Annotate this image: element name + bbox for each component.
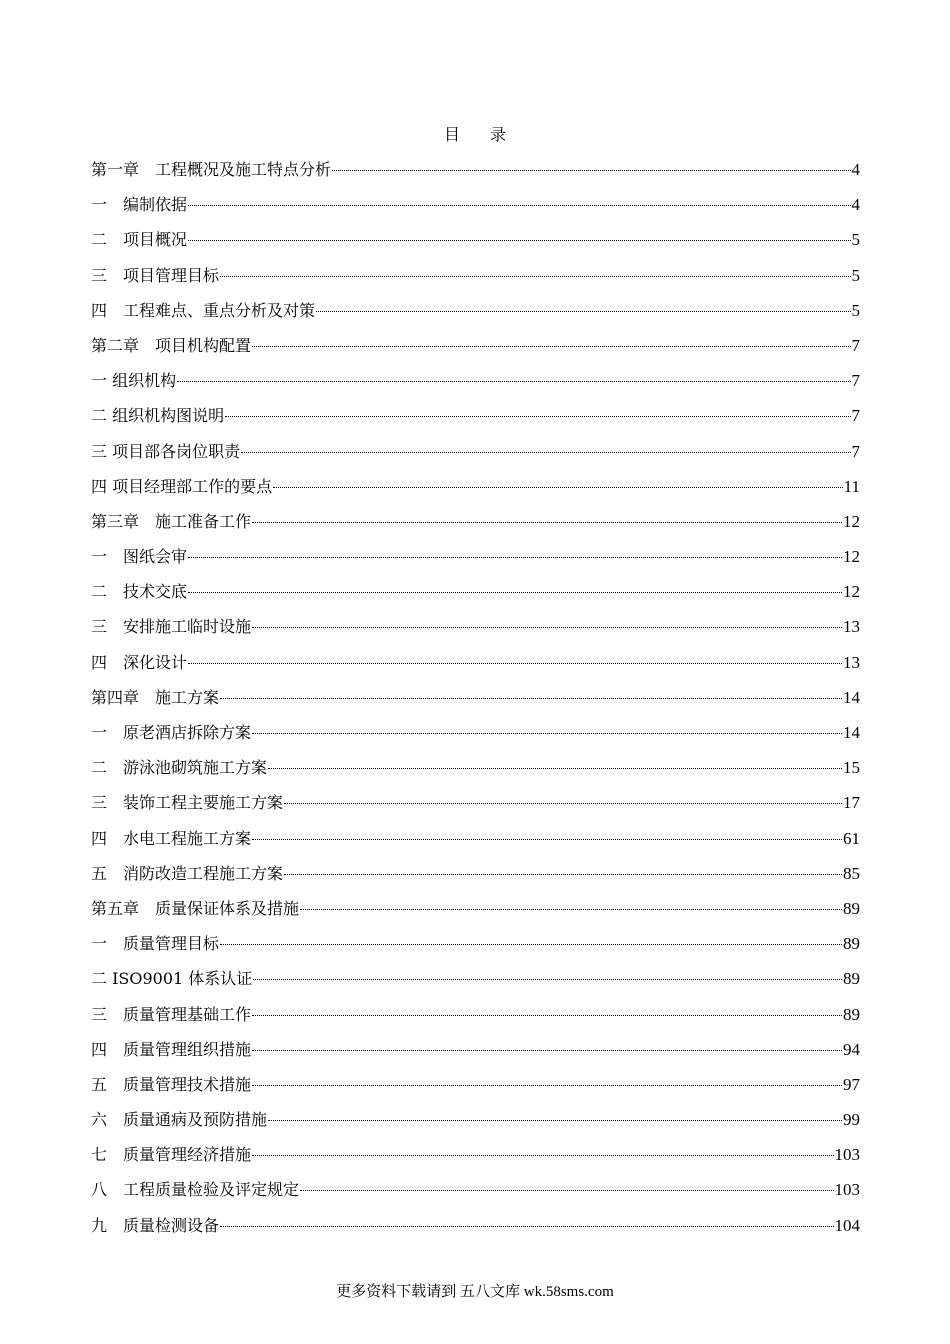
toc-entry[interactable] xyxy=(91,750,860,785)
toc-entry-label: 五 消防改造工程施工方案 xyxy=(91,863,284,883)
toc-entry-page-number: 85 xyxy=(843,863,860,883)
toc-entry-page-number: 61 xyxy=(843,828,860,848)
toc-entry-label: 二 技术交底 xyxy=(91,582,188,602)
toc-dot-leader xyxy=(225,416,850,417)
toc-entry-label: 三 安排施工临时设施 xyxy=(91,617,252,637)
toc-entry-label: 一 图纸会审 xyxy=(91,547,188,567)
toc-dot-leader xyxy=(252,1155,833,1156)
toc-dot-leader xyxy=(253,979,842,980)
toc-entry-page-number: 12 xyxy=(843,511,860,531)
toc-entry-page-number: 94 xyxy=(843,1039,860,1059)
toc-entry-page-number: 4 xyxy=(851,195,860,215)
toc-entry[interactable] xyxy=(91,434,860,469)
toc-dot-leader xyxy=(188,557,842,558)
toc-entry[interactable] xyxy=(91,926,860,961)
toc-entry-label: 七 质量管理经济措施 xyxy=(91,1145,252,1165)
toc-dot-leader xyxy=(284,874,842,875)
toc-entry[interactable] xyxy=(91,574,860,609)
toc-title xyxy=(0,122,950,145)
toc-entry[interactable] xyxy=(91,1137,860,1172)
toc-entry-label: 四 深化设计 xyxy=(91,652,188,672)
toc-entry-label: 一 编制依据 xyxy=(91,195,188,215)
toc-entry[interactable] xyxy=(91,785,860,820)
toc-entry-page-number: 89 xyxy=(843,1004,860,1024)
toc-dot-leader xyxy=(188,592,842,593)
toc-entry-label: 三 质量管理基础工作 xyxy=(91,1004,252,1024)
toc-entry-page-number: 103 xyxy=(834,1145,860,1165)
toc-entry-label: 一 组织机构 xyxy=(91,371,177,391)
toc-entry[interactable] xyxy=(91,680,860,715)
toc-entry[interactable] xyxy=(91,891,860,926)
toc-entry-page-number: 14 xyxy=(843,687,860,707)
toc-entry[interactable] xyxy=(91,856,860,891)
toc-dot-leader xyxy=(220,1226,833,1227)
toc-entry[interactable] xyxy=(91,328,860,363)
toc-entry-page-number: 13 xyxy=(843,617,860,637)
toc-dot-leader xyxy=(220,944,842,945)
toc-entry-page-number: 14 xyxy=(843,723,860,742)
toc-dot-leader xyxy=(177,381,850,382)
toc-entry[interactable] xyxy=(91,222,860,257)
toc-entry-label: 三 项目管理目标 xyxy=(91,265,220,285)
toc-entry[interactable] xyxy=(91,187,860,222)
toc-entry-label: 二 ISO9001 体系认证 xyxy=(91,969,253,989)
toc-title-left: 目 xyxy=(443,125,460,144)
toc-dot-leader xyxy=(316,311,850,312)
toc-dot-leader xyxy=(252,346,850,347)
toc-entry[interactable] xyxy=(91,504,860,539)
toc-title-right: 录 xyxy=(490,125,507,144)
toc-entry-label: 第一章 工程概况及施工特点分析 xyxy=(91,160,332,179)
toc-entry[interactable] xyxy=(91,363,860,398)
toc-dot-leader xyxy=(252,627,842,628)
toc-entry-page-number: 15 xyxy=(843,758,860,778)
toc-entry-label: 三 装饰工程主要施工方案 xyxy=(91,793,284,813)
toc-entry-page-number: 12 xyxy=(843,547,860,567)
toc-entry-page-number: 7 xyxy=(851,371,860,391)
toc-entry-label: 一 质量管理目标 xyxy=(91,934,220,954)
toc-entry[interactable] xyxy=(91,1032,860,1067)
toc-entry-label: 第四章 施工方案 xyxy=(91,687,220,707)
toc-entry[interactable] xyxy=(91,821,860,856)
toc-entry-page-number: 7 xyxy=(851,441,860,461)
toc-list xyxy=(91,152,860,1243)
toc-entry-label: 六 质量通病及预防措施 xyxy=(91,1110,268,1130)
toc-entry[interactable] xyxy=(91,539,860,574)
toc-dot-leader xyxy=(273,487,843,488)
toc-entry[interactable] xyxy=(91,609,860,644)
toc-entry-label: 九 质量检测设备 xyxy=(91,1215,220,1235)
toc-entry-page-number: 12 xyxy=(843,582,860,602)
toc-dot-leader xyxy=(284,803,842,804)
toc-dot-leader xyxy=(252,1050,842,1051)
toc-entry-label: 四 水电工程施工方案 xyxy=(91,828,252,848)
toc-entry[interactable] xyxy=(91,258,860,293)
toc-entry[interactable] xyxy=(91,1172,860,1207)
toc-dot-leader xyxy=(252,522,842,523)
toc-entry-page-number: 4 xyxy=(851,160,860,179)
toc-dot-leader xyxy=(300,1190,833,1191)
toc-dot-leader xyxy=(252,1085,842,1086)
toc-entry-page-number: 13 xyxy=(843,652,860,672)
toc-dot-leader xyxy=(188,663,842,664)
toc-dot-leader xyxy=(268,1120,842,1121)
toc-dot-leader xyxy=(252,839,842,840)
toc-entry-page-number: 7 xyxy=(851,406,860,426)
toc-entry-page-number: 97 xyxy=(843,1074,860,1094)
toc-entry-page-number: 89 xyxy=(843,934,860,954)
toc-entry-page-number: 11 xyxy=(843,476,860,496)
toc-entry-label: 八 工程质量检验及评定规定 xyxy=(91,1180,300,1200)
toc-entry[interactable] xyxy=(91,293,860,328)
toc-dot-leader xyxy=(220,698,842,699)
toc-dot-leader xyxy=(241,452,850,453)
toc-entry-label: 四 工程难点、重点分析及对策 xyxy=(91,300,316,320)
toc-entry[interactable] xyxy=(91,469,860,504)
toc-dot-leader xyxy=(188,240,850,241)
toc-entry[interactable] xyxy=(91,1102,860,1137)
toc-entry-label: 第五章 质量保证体系及措施 xyxy=(91,898,300,918)
toc-dot-leader xyxy=(268,768,842,769)
toc-dot-leader xyxy=(332,170,850,171)
toc-dot-leader xyxy=(252,1015,842,1016)
toc-entry-label: 第二章 项目机构配置 xyxy=(91,335,252,355)
toc-entry-page-number: 99 xyxy=(843,1110,860,1130)
toc-entry[interactable] xyxy=(91,961,860,996)
toc-entry[interactable] xyxy=(91,1067,860,1102)
toc-entry-page-number: 17 xyxy=(843,793,860,813)
toc-entry-page-number: 103 xyxy=(834,1180,860,1200)
toc-entry-label: 二 游泳池砌筑施工方案 xyxy=(91,758,268,778)
footer-text: 更多资料下载请到 五八文库 wk.58sms.com xyxy=(336,1284,614,1300)
toc-entry-page-number: 5 xyxy=(851,300,860,320)
toc-entry-page-number: 89 xyxy=(843,969,860,989)
toc-entry-label: 第三章 施工准备工作 xyxy=(91,511,252,531)
toc-entry-label: 五 质量管理技术措施 xyxy=(91,1074,252,1094)
toc-entry-page-number: 5 xyxy=(851,230,860,250)
toc-entry-page-number: 5 xyxy=(851,265,860,285)
toc-entry-label: 四 项目经理部工作的要点 xyxy=(91,476,273,496)
toc-entry-label: 一 原老酒店拆除方案 xyxy=(91,723,252,742)
toc-entry[interactable] xyxy=(91,997,860,1032)
toc-entry[interactable] xyxy=(91,1208,860,1243)
toc-entry-page-number: 104 xyxy=(834,1215,860,1235)
toc-dot-leader xyxy=(300,909,842,910)
toc-entry-label: 二 组织机构图说明 xyxy=(91,406,225,426)
toc-entry[interactable] xyxy=(91,715,860,750)
toc-entry-page-number: 89 xyxy=(843,898,860,918)
toc-entry[interactable] xyxy=(91,152,860,187)
toc-entry-page-number: 7 xyxy=(851,335,860,355)
toc-entry[interactable] xyxy=(91,645,860,680)
toc-entry[interactable] xyxy=(91,398,860,433)
toc-entry-label: 三 项目部各岗位职责 xyxy=(91,441,241,461)
toc-entry-label: 二 项目概况 xyxy=(91,230,188,250)
toc-dot-leader xyxy=(252,733,842,734)
toc-dot-leader xyxy=(220,276,850,277)
toc-dot-leader xyxy=(188,205,850,206)
toc-entry-label: 四 质量管理组织措施 xyxy=(91,1039,252,1059)
